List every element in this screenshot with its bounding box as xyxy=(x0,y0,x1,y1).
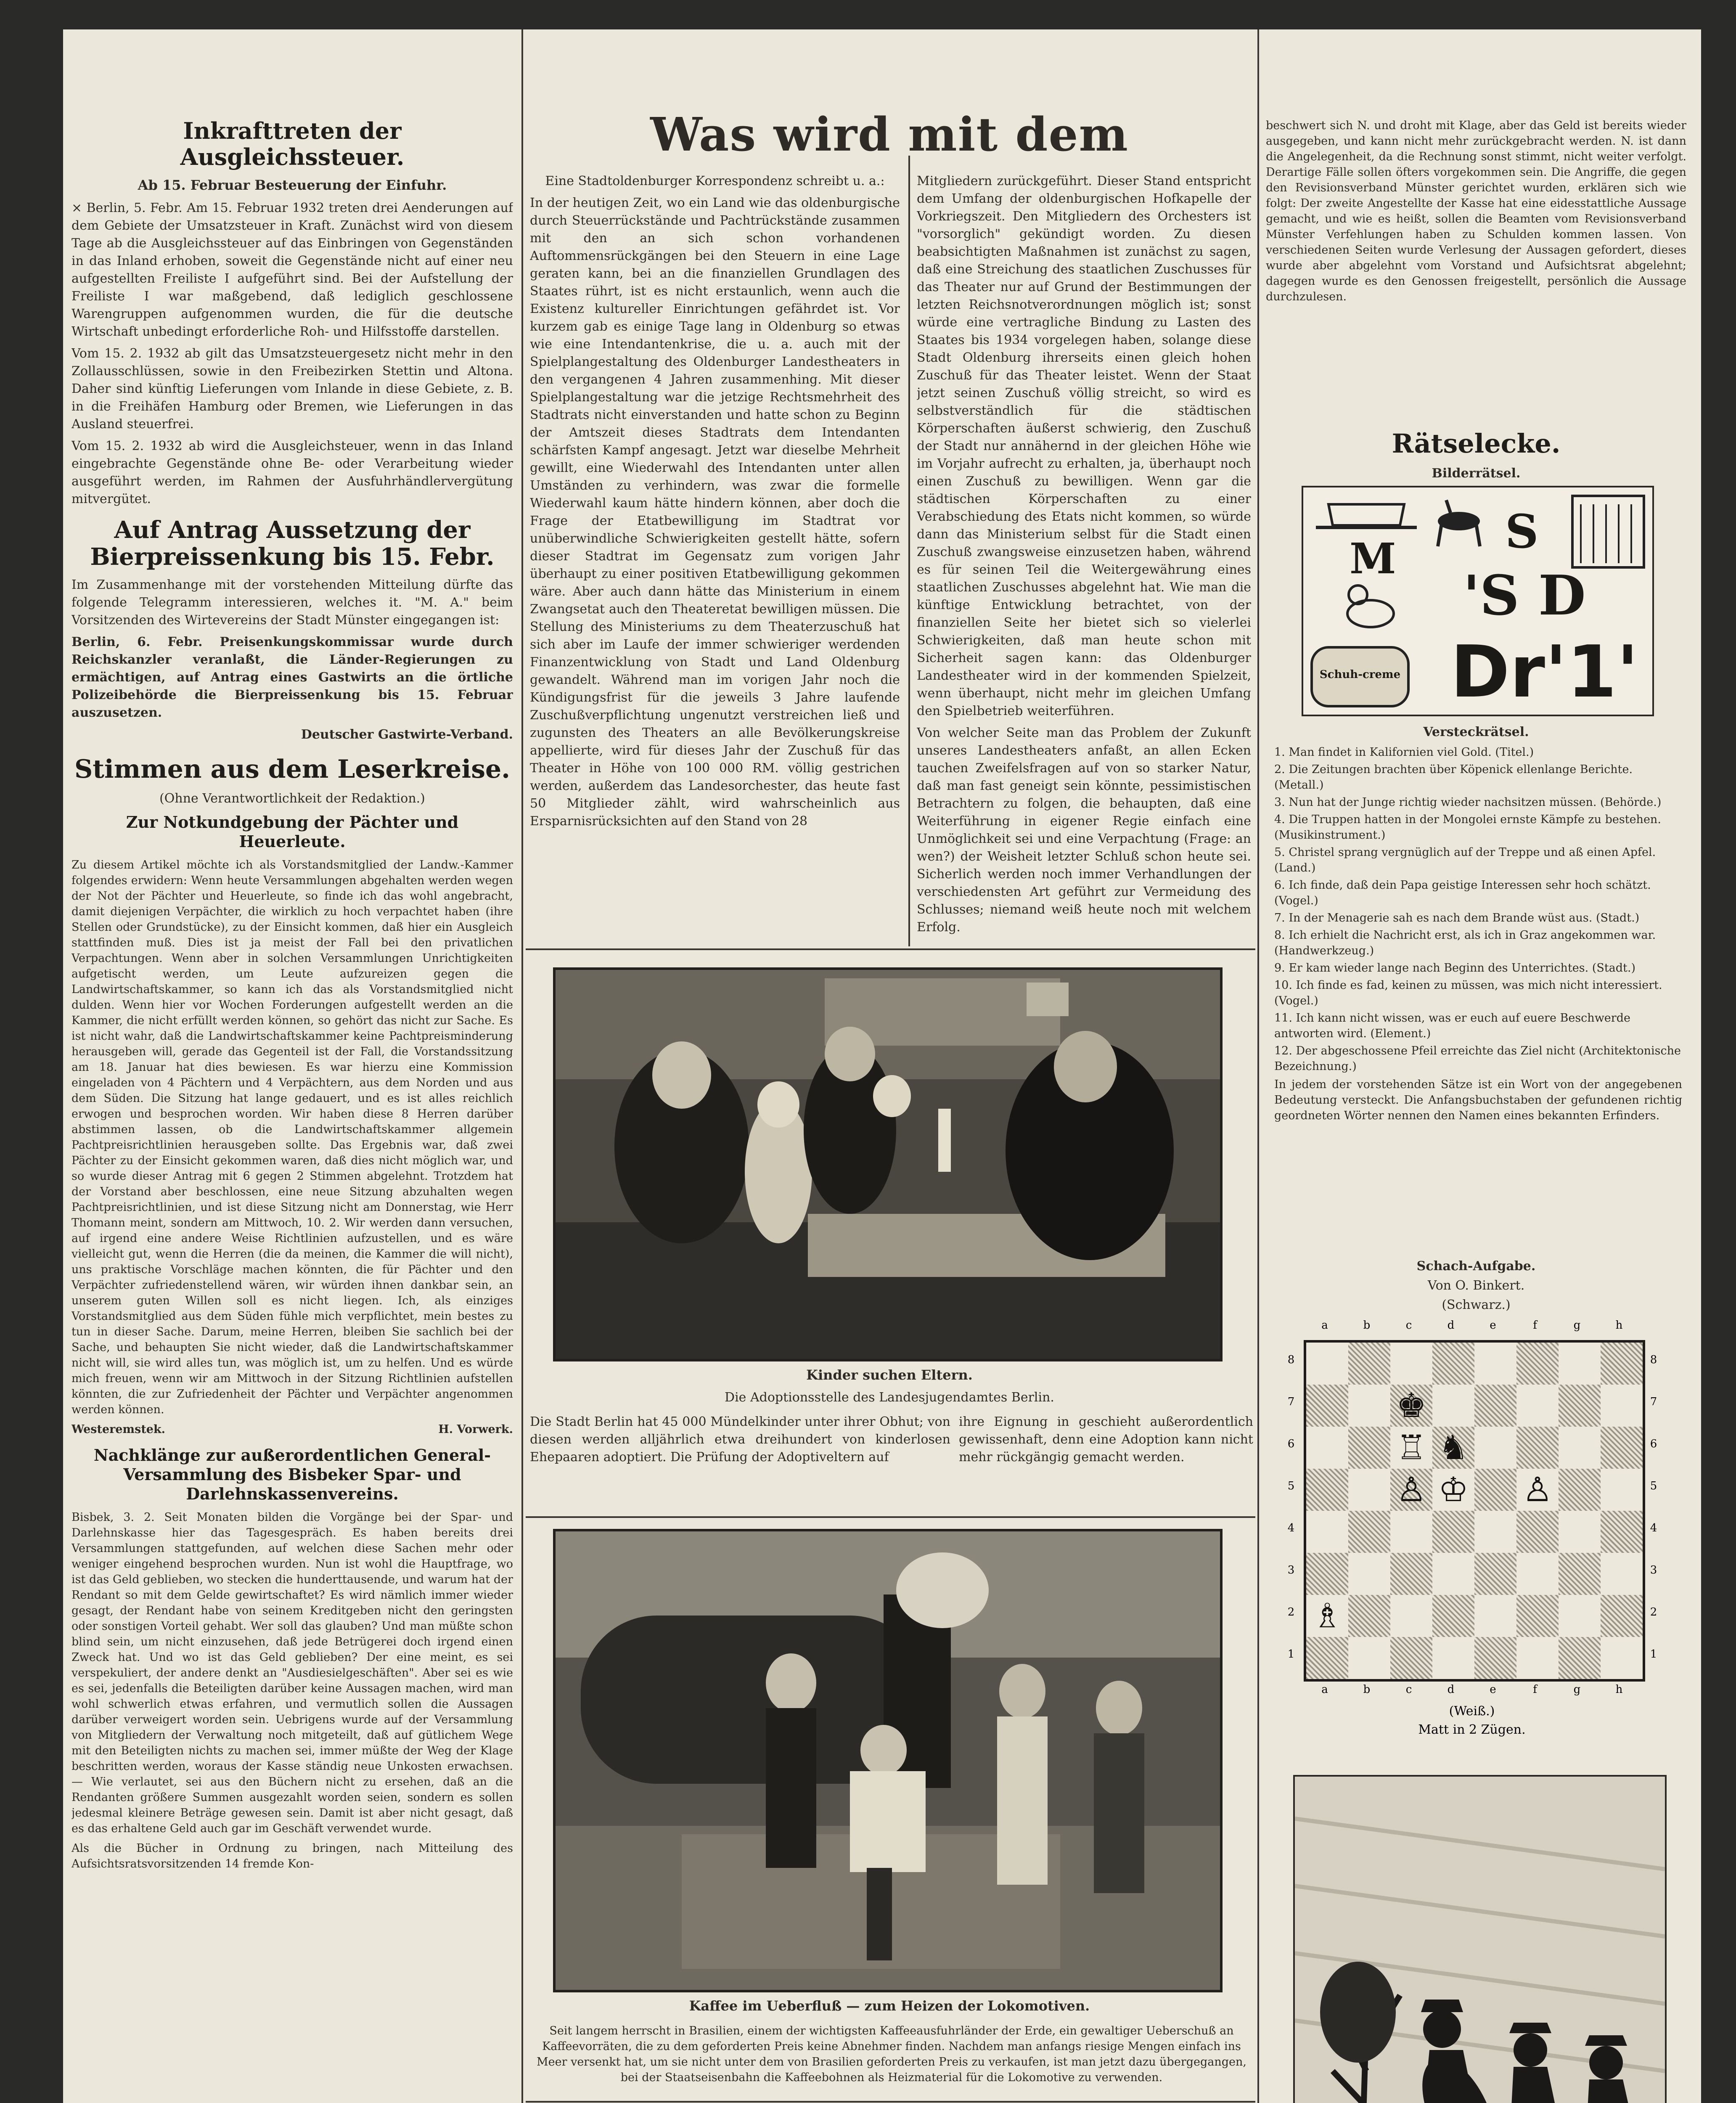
rank-label: 6 xyxy=(1287,1438,1295,1450)
board-square xyxy=(1559,1511,1601,1553)
verse-puzzle-list xyxy=(1274,744,1682,1199)
board-square xyxy=(1306,1469,1348,1511)
rank-label: 6 xyxy=(1650,1438,1657,1450)
photo-adoption-office xyxy=(553,967,1223,1361)
picture-puzzle xyxy=(1302,486,1654,716)
verse-instructions: In jedem der vorstehenden Sätze ist ein Wort von der angegebenen Bedeutung versteckt. Die Anfangsbuchstaben der gefundenen richtig geordneten Wörter nennen den Namen eines bekannten Erfinders. xyxy=(1274,1078,1682,1122)
section-rule xyxy=(526,948,1255,950)
section-rule xyxy=(526,2101,1255,2103)
board-square xyxy=(1559,1637,1601,1679)
board-square xyxy=(1306,1385,1348,1427)
right-column-top xyxy=(1266,118,1686,404)
board-square xyxy=(1516,1427,1559,1469)
board-square xyxy=(1348,1385,1390,1427)
board-square xyxy=(1516,1637,1559,1679)
verse-item: 3. Nun hat der Junge richtig wieder nachsitzen müssen. (Behörde.) xyxy=(1274,796,1662,809)
verse-item: 6. Ich finde, daß dein Papa geistige Interessen sehr hoch schätzt. (Vogel.) xyxy=(1274,879,1651,907)
article-paragraph: Eine Stadtoldenburger Korrespondenz schreibt u. a.: xyxy=(545,174,885,188)
article-paragraph: ihre Eignung in geschieht außerordentlich gewissenhaft, denn eine Adoption kann nicht mehr rückgängig gemacht werden. xyxy=(959,1414,1253,1465)
article-paragraph: Zu diesem Artikel möchte ich als Vorstandsmitglied der Landw.-Kammer folgendes erwidern: Wenn heute Versammlungen abgehalten werden wegen der Not der Pächter und Heuerleute, so finde ich das wohl angebracht, damit diejenigen Verpächter, die wirklich zu hoch verpachtet haben (ihre Stellen oder Grundstücke), zu der Einsicht kommen, daß hier ein Ausgleich stattfinden muß. Dies ist ja meist der Fall bei den privatlichen Verpachtungen. Wenn aber in solchen Versammlungen Unrichtigkeiten aufgetischt werden, um Leute aufzureizen gegen die Landwirtschaftskammer, so kann ich das als Vorstandsmitglied nicht dulden. Wenn hier vor Wochen Forderungen aufgestellt werden an die Kammer, die nicht erfüllt werden können, so gehört das nicht zur Sache. Es ist nicht wahr, daß die Landwirtschaftskammer keine Pachtpreisminderung herausgeben will, gerade das Gegenteil ist der Fall, die Vorstandssitzung am 18. Januar hat dies bewiesen. Es war hierzu eine Kommission eingeladen von 4 Pächtern und 4 Verpächtern, aus dem Norden und aus dem Süden. Die Sitzung hat lange gedauert, und es ist alles reichlich erwogen und besprochen worden. Wir haben diese 8 Herren darüber abstimmen lassen, ob die Landwirtschaftskammer allgemein Pachtpreisrichtlinien herausgeben sollte. Das Ergebnis war, daß zwei Pächter zu der Einsicht gekommen waren, daß dies nicht möglich war, und so wurde dieser Antrag mit 6 gegen 2 Stimmen abgelehnt. Trotzdem hat der Vorstand aber beschlossen, eine neue Sitzung abzuhalten wegen Pachtpreisrichtlinien, und ist diese Sitzung nicht am Donnerstag, wie Herr Thomann meint, sondern am Mittwoch, 10. 2. Wir werden dann versuchen, auf irgend eine andere Weise Richtlinien aufzustellen, und es wäre vielleicht gut, wenn die Herren (die da meinen, die Kammer die will nicht), uns praktische Vorschläge machen könnten, die für Pächter und den Verpächter zufriedenstellend wären, wir würden ihnen dankbar sein, an unserem guten Willen soll es nicht liegen. Ich, als einziges Vorstandsmitglied aus dem Süden fühle mich verpflichtet, mein bestes zu tun in dieser Sache. Darum, meine Herren, bleiben Sie sachlich bei der Sache, und behaupten Sie nicht wieder, daß die Landwirtschaftskammer nicht will, sie wird alles tun, was möglich ist, um zu helfen. Und es würde mich freuen, wenn wir am Mittwoch in der Sitzung Richtlinien aufstellen könnten, die zur Zufriedenheit der Pächter und Verpächter angenommen werden können. xyxy=(71,858,513,1416)
board-square xyxy=(1559,1469,1601,1511)
center-column-a xyxy=(530,172,900,942)
knight-piece: ♞ xyxy=(1438,1428,1469,1467)
file-label: b xyxy=(1363,1683,1371,1696)
column-rule xyxy=(908,156,910,946)
photo-caption: Kaffee im Ueberfluß — zum Heizen der Lokomotiven. xyxy=(689,1998,1090,2014)
board-square xyxy=(1601,1595,1643,1637)
file-label: d xyxy=(1447,1683,1455,1696)
chess-white-label: (Weiß.) xyxy=(1449,1704,1495,1719)
silhouette-illustration xyxy=(1293,1775,1667,2103)
board-square xyxy=(1559,1553,1601,1595)
file-label: c xyxy=(1405,1319,1412,1332)
board-square xyxy=(1516,1343,1559,1385)
article-paragraph: Als die Bücher in Ordnung zu bringen, nach Mitteilung des Aufsichtsratsvorsitzenden 14 fremde Kon- xyxy=(71,1842,513,1870)
rank-label: 7 xyxy=(1650,1396,1657,1408)
file-label: h xyxy=(1615,1319,1623,1332)
board-square xyxy=(1348,1427,1390,1469)
file-label: e xyxy=(1490,1683,1496,1696)
board-square xyxy=(1348,1553,1390,1595)
chess-diagram xyxy=(1283,1319,1670,1765)
file-label: h xyxy=(1615,1683,1623,1696)
verse-item: 9. Er kam wieder lange nach Beginn des Unterrichtes. (Stadt.) xyxy=(1274,961,1636,975)
left-column xyxy=(71,118,513,2103)
board-square xyxy=(1559,1427,1601,1469)
verse-item: 5. Christel sprang vergnüglich auf der Treppe und aß einen Apfel. (Land.) xyxy=(1274,846,1656,874)
rank-label: 3 xyxy=(1650,1564,1657,1576)
puzzle-label: Versteckrätsel. xyxy=(1423,725,1529,739)
article-subtitle: Ab 15. Februar Besteuerung der Einfuhr. xyxy=(138,177,447,193)
verse-item: 12. Der abgeschossene Pfeil erreichte das Ziel nicht (Architektonische Bezeichnung.) xyxy=(1274,1044,1681,1073)
article-paragraph: Von welcher Seite man das Problem der Zukunft unseres Landestheaters anfaßt, an allen Ecken tauchen Zweifelsfragen auf von so starker Natur, daß man fast geneigt sein könnte, pessimistischen Betrachtern zu folgen, die behaupten, daß eine Weiterführung in eigener Regie einfach eine Unmöglichkeit sei und eine Verpachtung (Frage: an wen?) der Weisheit letzter Schluß schon heute sei. Sicherlich werden noch immer Verhandlungen der verschiedensten Art geführt zur Vermeidung des Schlusses; niemand weiß heute noch mit welchem Erfolg. xyxy=(917,726,1251,935)
king-piece: ♔ xyxy=(1438,1470,1469,1509)
article-signature: H. Vorwerk. xyxy=(438,1423,513,1436)
article-paragraph: beschwert sich N. und droht mit Klage, aber das Geld ist bereits wieder ausgegeben, und kann nicht mehr zurückgebracht werden. N. ist dann die Angelegenheit, da die Rechnung sonst stimmt, nicht weiter verfolgt. Derartige Fälle sollen öfters vorgekommen sein. Die Angriffe, die gegen den Revisionsverband Münster gerichtet wurden, erklären sich wie folgt: Der zweite Angestellte der Kasse hat eine eidesstattliche Aussage gemacht, und wie es heißt, sollen die Beamten vom Revisionsverband Münster Verfehlungen haben zu Schulden kommen lassen. Von verschiedenen Seiten wurde Verlesung der Aussagen gefordert, dieses wurde aber abgelehnt vom Vorstand und Aufsichtsrat abgelehnt; dagegen wurde es den Genossen freigestellt, persönlich die Aussage durchzulesen. xyxy=(1266,119,1686,303)
board-square xyxy=(1474,1343,1516,1385)
board-square xyxy=(1432,1343,1474,1385)
board-square xyxy=(1306,1637,1348,1679)
article-title: Auf Antrag Aussetzung der Bierpreissenkung bis 15. Febr. xyxy=(90,516,495,571)
column-rule xyxy=(1257,29,1259,2103)
verse-item: 4. Die Truppen hatten in der Mongolei ernste Kämpfe zu bestehen. (Musikinstrument.) xyxy=(1274,813,1661,842)
photo-text-a xyxy=(530,1413,950,1514)
board-square xyxy=(1516,1595,1559,1637)
rebus-text: S xyxy=(1505,504,1539,559)
board-square xyxy=(1601,1553,1643,1595)
board-square xyxy=(1559,1385,1601,1427)
board-square xyxy=(1348,1637,1390,1679)
file-label: c xyxy=(1405,1683,1412,1696)
rank-label: 8 xyxy=(1650,1353,1657,1366)
board-square xyxy=(1306,1343,1348,1385)
board-square xyxy=(1432,1637,1474,1679)
rebus-text: 'S D xyxy=(1463,563,1586,628)
board-square xyxy=(1559,1595,1601,1637)
article-paragraph: Berlin, 6. Febr. Preisenkungskommissar wurde durch Reichskanzler veranlaßt, die Länder-Regierungen zu ermächtigen, auf Antrag eines Gastwirts an die örtliche Polizeibehörde die Bierpreissenkung bis 15. Februar auszusetzen. xyxy=(71,635,513,720)
chess-title: Schach-Aufgabe. xyxy=(1416,1259,1536,1274)
article-subtitle: Zur Notkundgebung der Pächter und Heuerleute. xyxy=(126,813,459,851)
pawn-piece: ♙ xyxy=(1396,1470,1426,1509)
rank-labels xyxy=(1283,1340,1299,1677)
center-column-b xyxy=(917,172,1251,942)
photo-credit: Die Adoptionsstelle des Landesjugendamtes Berlin. xyxy=(725,1390,1054,1405)
board-square xyxy=(1474,1385,1516,1427)
board-square xyxy=(1390,1595,1432,1637)
photo-caption: Kinder suchen Eltern. xyxy=(806,1367,973,1383)
board-square xyxy=(1432,1385,1474,1427)
pawn-piece: ♙ xyxy=(1522,1470,1553,1509)
verse-item: 10. Ich finde es fad, keinen zu müssen, was mich nicht interessiert. (Vogel.) xyxy=(1274,979,1662,1007)
board-square xyxy=(1306,1511,1348,1553)
rank-label: 4 xyxy=(1287,1522,1295,1534)
file-labels xyxy=(1304,1683,1640,1700)
board-square xyxy=(1306,1427,1348,1469)
file-label: e xyxy=(1490,1319,1496,1332)
article-paragraph: Mitgliedern zurückgeführt. Dieser Stand entspricht dem Umfang der oldenburgischen Hofkapelle der Vorkriegszeit. Den Mitgliedern des Orchesters ist "vorsorglich" gekündigt worden. Zu diesen beabsichtigten Maßnahmen ist zunächst zu sagen, daß eine Streichung des staatlichen Zuschusses für das Theater nur auf Grund der Bestimmungen der letzten Reichsnotverordnungen möglich ist; sonst würde eine vertragliche Bindung zu Lasten des Staates bis 1934 vorgelegen haben, solange diese Stadt Oldenburg ihrerseits einen gleich hohen Zuschuß für das Theater leistet. Wenn der Staat jetzt seinen Zuschuß völlig streicht, so wird es selbstverständlich für die städtischen Körperschaften äußerst schwierig, den Zuschuß der Stadt nur annähernd in der gleichen Höhe wie im Vorjahr aufrecht zu erhalten, ja, überhaupt noch einen Zuschuß zu bewilligen. Wenn gar die städtischen Körperschaften zu einer Verabschiedung des Etats nicht kommen, so würde dann das Ministerium selbst für die Stadt einen Zuschuß zwangsweise einzusetzen haben, während es für seinen Teil die Weitergewährung eines staatlichen Zuschusses abgelehnt hat. Wie man die künftige Entwicklung betrachtet, von der finanziellen Seite her bietet sich so vielerlei Schwierigkeiten, daß man heute schon mit Sicherheit sagen kann: das Oldenburger Landestheater wird in der kommenden Spielzeit, wenn überhaupt, nicht mehr im gleichen Umfang den Spielbetrieb weiterführen. xyxy=(917,174,1251,718)
board-square xyxy=(1306,1553,1348,1595)
bishop-piece: ♗ xyxy=(1312,1596,1342,1635)
verse-list xyxy=(1274,744,1682,1074)
photo-text-b xyxy=(959,1413,1253,1514)
board-square xyxy=(1474,1595,1516,1637)
tin-label: Schuh-creme xyxy=(1319,668,1401,681)
file-labels xyxy=(1304,1319,1640,1336)
board-square xyxy=(1516,1385,1559,1427)
rank-label: 1 xyxy=(1287,1648,1295,1661)
board-square xyxy=(1432,1511,1474,1553)
board-square xyxy=(1601,1469,1643,1511)
article-paragraph: Vom 15. 2. 1932 ab wird die Ausgleichsteuer, wenn in das Inland eingebrachte Gegenstände ohne Be- oder Verarbeitung wieder ausgeführt werden, im Rahmen der Ausfuhrhändlervergütung mitvergütet. xyxy=(71,439,513,506)
newspaper-page xyxy=(63,29,1701,2103)
rank-label: 2 xyxy=(1287,1606,1295,1618)
board-square xyxy=(1474,1553,1516,1595)
file-label: f xyxy=(1533,1683,1537,1696)
verse-item: 8. Ich erhielt die Nachricht erst, als ich in Graz angekommen war. (Handwerkzeug.) xyxy=(1274,929,1656,957)
board-square xyxy=(1601,1511,1643,1553)
photo-coffee-locomotive xyxy=(553,1529,1223,1992)
article-signature: Deutscher Gastwirte-Verband. xyxy=(301,727,513,742)
board-square xyxy=(1432,1595,1474,1637)
rank-label: 7 xyxy=(1287,1396,1295,1408)
chess-task: Matt in 2 Zügen. xyxy=(1418,1722,1526,1737)
file-label: a xyxy=(1321,1683,1328,1696)
section-rule xyxy=(526,1516,1255,1518)
puzzle-label: Bilderrätsel. xyxy=(1432,466,1521,481)
rank-label: 2 xyxy=(1650,1606,1657,1618)
rank-label: 1 xyxy=(1650,1648,1657,1661)
verse-item: 2. Die Zeitungen brachten über Köpenick ellenlange Berichte. (Metall.) xyxy=(1274,763,1633,792)
rebus-text: Dr'1' xyxy=(1450,630,1639,714)
rank-label: 3 xyxy=(1287,1564,1295,1576)
board-square xyxy=(1432,1553,1474,1595)
board-square xyxy=(1390,1637,1432,1679)
article-title: Nachklänge zur außerordentlichen General-Versammlung des Bisbeker Spar- und Darlehnskassenvereins. xyxy=(93,1446,491,1503)
board-square xyxy=(1348,1469,1390,1511)
article-paragraph: Vom 15. 2. 1932 ab gilt das Umsatzsteuergesetz nicht mehr in den Zollausschlüssen, sowie in den Freibezirken Stettin und Altona. Daher sind künftig Lieferungen vom Inlande in diese Gebiete, z. B. in die Freihäfen Hamburg oder Bremen, wie Lieferungen in das Ausland steuerfrei. xyxy=(71,346,513,432)
chess-board xyxy=(1304,1340,1645,1682)
article-paragraph: Im Zusammenhange mit der vorstehenden Mitteilung dürfte das folgende Telegramm interessieren, welches it. "M. A." beim Vorsitzenden des Wirtevereins der Stadt Münster eingegangen ist: xyxy=(71,577,513,628)
board-square xyxy=(1348,1595,1390,1637)
file-label: g xyxy=(1573,1319,1581,1332)
article-paragraph: Bisbek, 3. 2. Seit Monaten bilden die Vorgänge bei der Spar- und Darlehnskasse hier das Tagesgespräch. Es haben bereits drei Versammlungen stattgefunden, auf welchen diese Sachen mehr oder weniger eingehend besprochen wurden. Nun ist wohl die Hauptfrage, wo ist das Geld geblieben, wo stecken die hunderttausende, und warum hat der Rendant so mit dem Gelde gewirtschaftet? Es wird nämlich immer wieder gesagt, der Rendant habe von seinem Kreditgeben nicht den geringsten oder sonstigen Vorteil gehabt. Wer soll das glauben? Und man müßte schon blind sein, um nicht einzusehen, daß jede Betrügerei doch irgend einen Zweck hat. Und wo ist das Geld geblieben? Der eine meint, es sei verspekuliert, der andere denkt an "Ausdiesielgeschäften". Aber sei es wie es sei, jedenfalls die Beteiligten darüber keine Aussagen machen, wird man wohl schwerlich etwas erfahren, und vermutlich sollen die Aussagen darüber verweigert worden sein. Uebrigens wurde auf der Versammlung von Mitgliedern der Verwaltung noch mitgeteilt, daß auf gütlichem Wege mit den Beteiligten nichts zu machen sei, immer müßte der Weg der Klage beschritten werden, woraus der Kasse ständig neue Unkosten erwachsen. — Wie verlautet, sei aus den Büchern nicht zu ersehen, daß an die Rendanten größere Summen ausgezahlt worden seien, sondern es sollen jedesmal kleinere Beträge gewesen sein. Damit ist aber nicht gesagt, daß es das erhaltene Geld auch gar im Geschäft verwendet wurde. xyxy=(71,1511,513,1835)
file-label: g xyxy=(1573,1683,1581,1696)
board-square xyxy=(1390,1553,1432,1595)
file-label: a xyxy=(1321,1319,1328,1332)
verse-item: 11. Ich kann nicht wissen, was er euch auf euere Beschwerde antworten wird. (Element.) xyxy=(1274,1012,1630,1040)
main-headline: Was wird mit dem xyxy=(650,107,1129,162)
puzzle-section-title: Rätselecke. xyxy=(1392,428,1561,459)
editorial-note: (Ohne Verantwortlichkeit der Redaktion.) xyxy=(159,791,425,806)
article-paragraph: In der heutigen Zeit, wo ein Land wie das oldenburgische durch Steuerrückstände und Pachtrückstände zusammen mit den an sich schon vorhandenen Auftommensrückgängen bei den Steuern in eine Lage geraten kann, bei an die finanziellen Grundlagen des Staates rührt, ist es nicht erstaunlich, wenn auch die Existenz kultureller Einrichtungen gefährdet ist. Vor kurzem gab es einige Tage lang in Oldenburg so etwas wie eine Intendantenkrise, die u. a. auch mit der Spielplangestaltung des Oldenburger Landestheaters in den vergangenen 4 Jahren zusammenhing. Mit dieser Spielplangestaltung war die jetzige Rechtsmehrheit des Stadtrats nicht einverstanden und hatte schon zu Beginn der Amtszeit dieses Stadtrats dem Intendanten schärfsten Kampf angesagt. Jetzt war dieselbe Mehrheit gewillt, eine Wiederwahl des Intendanten unter allen Umständen zu verhindern, was zwar die formelle Wiederwahl kaum hätte hindern können, aber doch die Frage der Etatbewilligung im Stadtrat vor unüberwindliche Schwierigkeiten gestellt hätte, sofern dieser Stadtrat im Gegensatz zum vorigen Jahr überhaupt zu einer positiven Etatbewilligung gekommen wäre. Aber auch dann hätte das Ministerium in einem Zwangsetat auch den Theateretat bewilligen müssen. Die Stellung des Ministeriums zu dem Theaterzuschuß hat sich aber im Laufe der immer schwieriger werdenden Finanzentwicklung von Stadt und Land Oldenburg gewandelt. Während man im vorigen Jahr noch die Kündigungsfrist für die jeweils 3 Jahre laufende Zuschußverpflichtung ungenutzt verstreichen ließ und zugunsten des Theaters an alle Bevölkerungskreise appellierte, wird für dieses Jahr der Zuschuß für das Theater in Höhe von 100 000 RM. völlig gestrichen werden, außerdem das Landesorchester, das heute fast 50 Mitglieder zählt, wird wahrscheinlich aus Ersparnisrücksichten auf den Stand von 28 xyxy=(530,196,900,829)
board-square xyxy=(1474,1469,1516,1511)
king-piece: ♚ xyxy=(1396,1386,1426,1425)
verse-item: 7. In der Menagerie sah es nach dem Brande wüst aus. (Stadt.) xyxy=(1274,911,1640,924)
column-rule xyxy=(521,29,523,2103)
board-square xyxy=(1516,1553,1559,1595)
board-square xyxy=(1601,1427,1643,1469)
board-square xyxy=(1390,1343,1432,1385)
board-square xyxy=(1601,1637,1643,1679)
board-square xyxy=(1348,1511,1390,1553)
article-title: Inkrafttreten der Ausgleichssteuer. xyxy=(180,118,405,170)
file-label: d xyxy=(1447,1319,1455,1332)
rank-label: 5 xyxy=(1650,1480,1657,1492)
board-square xyxy=(1348,1343,1390,1385)
photo-text xyxy=(530,2023,1253,2099)
rebus-text: M xyxy=(1350,534,1396,583)
chess-author: Von O. Binkert. xyxy=(1427,1278,1525,1293)
board-square xyxy=(1390,1511,1432,1553)
section-title: Stimmen aus dem Leserkreise. xyxy=(74,755,511,784)
board-square xyxy=(1474,1511,1516,1553)
rook-piece: ♖ xyxy=(1396,1428,1426,1467)
rank-label: 4 xyxy=(1650,1522,1657,1534)
article-paragraph: Seit langem herrscht in Brasilien, einem der wichtigsten Kaffeeausfuhrländer der Erde, ein gewaltiger Ueberschuß an Kaffeevorräten, die zu dem geforderten Preis keine Abnehmer finden. Nachdem man anfangs riesige Mengen einfach ins Meer versenkt hat, um sie nicht unter dem von Brasilien geforderten Preis zu verkaufen, ist man jetzt dazu übergegangen, bei der Staatseisenbahn die Kaffeebohnen als Heizmaterial für die Lokomotive zu verwenden. xyxy=(536,2024,1246,2084)
verse-item: 1. Man findet in Kalifornien viel Gold. (Titel.) xyxy=(1274,746,1534,759)
rank-label: 8 xyxy=(1287,1353,1295,1366)
board-square xyxy=(1601,1343,1643,1385)
article-paragraph: × Berlin, 5. Febr. Am 15. Februar 1932 treten drei Aenderungen auf dem Gebiete der Umsatzsteuer in Kraft. Zunächst wird von diesem Tage ab die Ausgleichssteuer auf das Einbringen von Gegenständen in das Inland erhoben, soweit die Gegenstände nicht auf einer neu aufgestellten Freiliste I aufgeführt sind. Bei der Aufstellung der Freiliste I war maßgebend, daß lediglich geschlossene Warengruppen aufgenommen wurden, die für die deutsche Wirtschaft unbedingt erforderliche Roh- und Hilfsstoffe darstellen. xyxy=(71,201,513,339)
file-label: f xyxy=(1533,1319,1537,1332)
rank-label: 5 xyxy=(1287,1480,1295,1492)
rank-labels xyxy=(1645,1340,1662,1677)
file-label: b xyxy=(1363,1319,1371,1332)
article-paragraph: Die Stadt Berlin hat 45 000 Mündelkinder unter ihrer Obhut; von diesen werden alljährlich etwa dreihundert von kinderlosen Ehepaaren adoptiert. Die Prüfung der Adoptiveltern auf xyxy=(530,1414,950,1465)
board-square xyxy=(1474,1427,1516,1469)
board-square xyxy=(1559,1343,1601,1385)
article-place: Westeremstek. xyxy=(71,1423,166,1436)
board-square xyxy=(1474,1637,1516,1679)
chess-black-label: (Schwarz.) xyxy=(1442,1298,1511,1312)
board-square xyxy=(1601,1385,1643,1427)
board-square xyxy=(1516,1511,1559,1553)
